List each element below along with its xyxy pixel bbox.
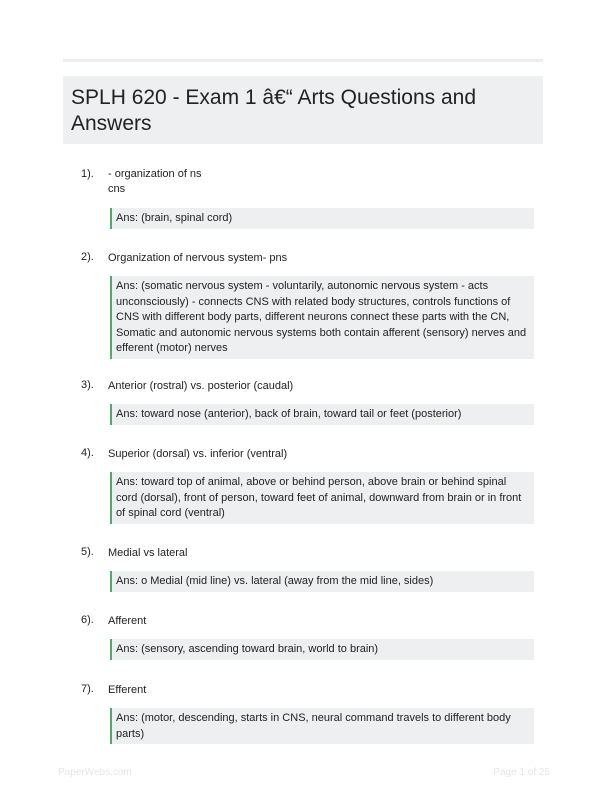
question-line: Anterior (rostral) vs. posterior (caudal) xyxy=(108,380,294,392)
answer-box: Ans: toward nose (anterior), back of brain, toward tail or feet (posterior) xyxy=(110,404,534,425)
question-number: 5). xyxy=(81,546,94,558)
question-line: Superior (dorsal) vs. inferior (ventral) xyxy=(108,448,288,460)
answer-box: Ans: (somatic nervous system - voluntarily, autonomic nervous system - acts unconsciously) - connects CNS with related body structures, controls functions of CNS with different body parts, different neurons connect these parts with the CN, Somatic and autonomic nervous systems both contain afferent (sensory) nerves and efferent (motor) nerves xyxy=(110,276,534,359)
top-divider xyxy=(63,59,543,62)
page-title: SPLH 620 - Exam 1 â€“ Arts Questions and Answers xyxy=(71,86,477,135)
answer-box: Ans: (sensory, ascending toward brain, world to brain) xyxy=(110,639,534,660)
question-number: 2). xyxy=(81,251,94,263)
page-number: Page 1 of 25 xyxy=(493,767,550,778)
question-number: 3). xyxy=(81,379,94,391)
question-text xyxy=(108,379,534,394)
question-line: Efferent xyxy=(108,684,147,696)
question-line: cns xyxy=(108,183,126,195)
question-number: 4). xyxy=(81,447,94,459)
answer-box: Ans: toward top of animal, above or behind person, above brain or behind spinal cord (dorsal), front of person, toward feet of animal, downward from brain or in front of spinal cord (ventral) xyxy=(110,472,534,524)
question-text xyxy=(108,614,534,629)
question-line: Medial vs lateral xyxy=(108,547,188,559)
question-text xyxy=(108,683,534,698)
footer-watermark: PaperWebs.com xyxy=(58,767,132,778)
question-number: 6). xyxy=(81,614,94,626)
question-text xyxy=(108,167,534,197)
answer-box: Ans: (brain, spinal cord) xyxy=(110,208,534,229)
question-line: Afferent xyxy=(108,615,147,627)
question-text xyxy=(108,546,534,561)
question-text xyxy=(108,251,534,266)
answer-box: Ans: o Medial (mid line) vs. lateral (away from the mid line, sides) xyxy=(110,571,534,592)
question-number: 1). xyxy=(81,168,94,180)
question-text xyxy=(108,447,534,462)
answer-box: Ans: (motor, descending, starts in CNS, neural command travels to different body parts) xyxy=(110,708,534,744)
question-number: 7). xyxy=(81,683,94,695)
question-line: - organization of ns xyxy=(108,168,202,180)
question-line: Organization of nervous system- pns xyxy=(108,252,288,264)
title-banner xyxy=(63,76,543,144)
